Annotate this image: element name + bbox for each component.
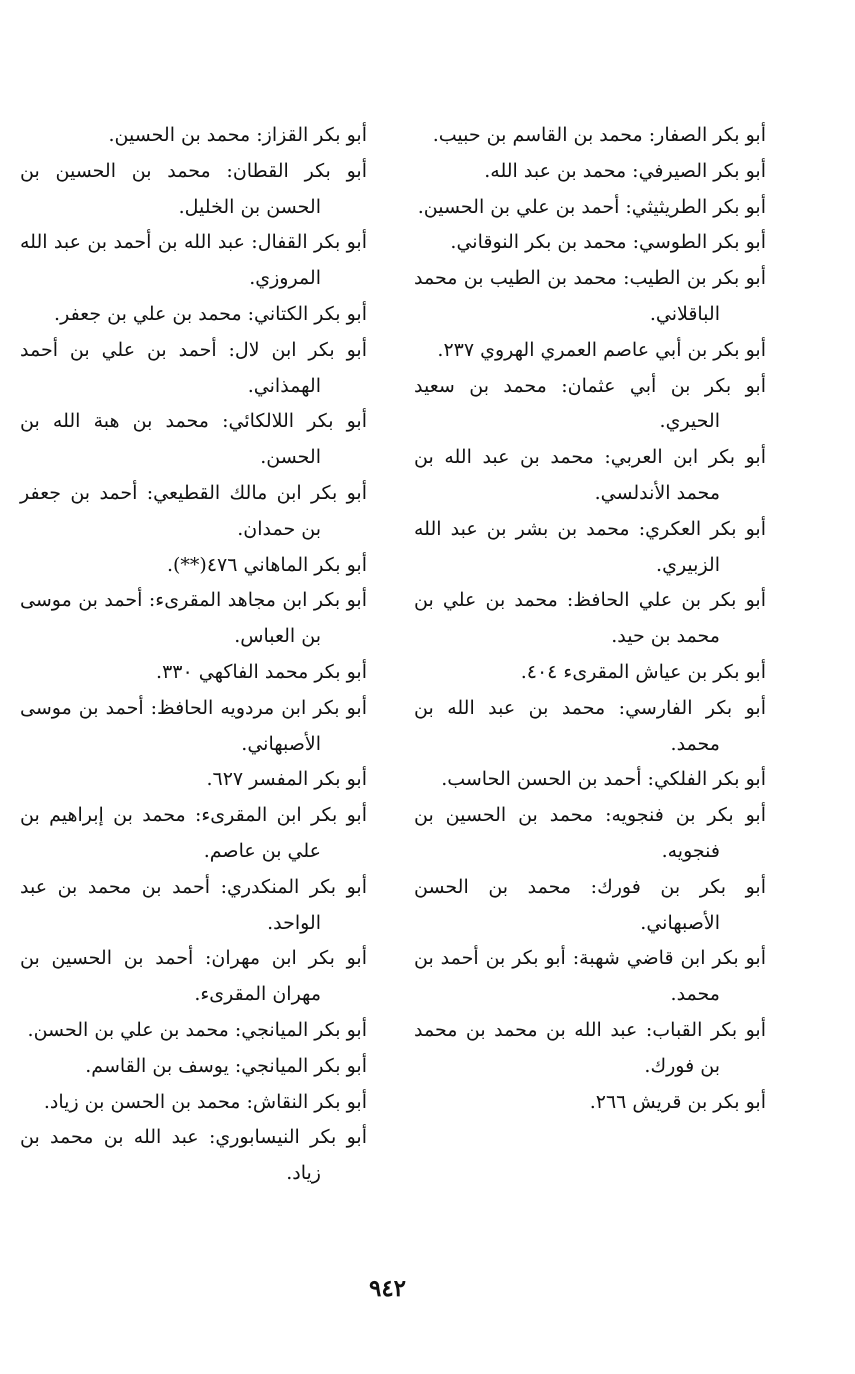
index-entry: أبو بكر المفسر ٦٢٧. — [206, 768, 367, 791]
index-entry: أبو بكر الطوسي: محمد بن بكر النوقاني. — [450, 231, 766, 254]
index-entry: أبو بكر الفارسي: محمد بن عبد الله بن محمد. — [414, 696, 766, 755]
page-number: ٩٤٢ — [368, 1275, 407, 1302]
index-entry: أبو بكر ابن المقرىء: محمد بن إبراهيم بن علي بن عاصم. — [20, 804, 367, 862]
index-entry: أبو بكر بن عياش المقرىء ٤٠٤. — [520, 660, 766, 683]
index-entry: أبو بكر بن علي الحافظ: محمد بن علي بن محمد بن حيد. — [414, 589, 766, 648]
index-entry: أبو بكر الطريثيثي: أحمد بن علي بن الحسين. — [417, 195, 766, 218]
index-entry: أبو بكر بن أبي عثمان: محمد بن سعيد الحيري. — [414, 374, 766, 433]
index-entry: أبو بكر القطان: محمد بن الحسين بن الحسن بن الخليل. — [20, 159, 367, 218]
index-entry: أبو بكر ابن لال: أحمد بن علي بن أحمد الهمذاني. — [20, 338, 367, 397]
index-entry: أبو بكر بن أبي عاصم العمري الهروي ٢٣٧. — [437, 338, 766, 361]
index-entry: أبو بكر ابن مردويه الحافظ: أحمد بن موسى الأصبهاني. — [20, 696, 367, 755]
index-entry: أبو بكر بن قريش ٢٦٦. — [589, 1090, 766, 1113]
index-entry: أبو بكر ابن العربي: محمد بن عبد الله بن محمد الأندلسي. — [414, 446, 766, 504]
index-entry: أبو بكر الصيرفي: محمد بن عبد الله. — [484, 159, 766, 182]
index-entry: أبو بكر ابن قاضي شهبة: أبو بكر بن أحمد بن محمد. — [414, 947, 766, 1006]
index-entry: أبو بكر ابن مجاهد المقرىء: أحمد بن موسى بن العباس. — [20, 589, 367, 648]
index-entry: أبو بكر الميانجي: محمد بن علي بن الحسن. — [27, 1018, 367, 1041]
index-entry: أبو بكر النيسابوري: عبد الله بن محمد بن زياد. — [20, 1126, 367, 1185]
index-entry: أبو بكر محمد الفاكهي ٣٣٠. — [156, 660, 367, 683]
index-column-right — [414, 118, 766, 1120]
index-entry: أبو بكر الكتاني: محمد بن علي بن جعفر. — [54, 302, 367, 325]
index-entry: أبو بكر الفلكي: أحمد بن الحسن الحاسب. — [441, 768, 766, 791]
index-entry: أبو بكر بن فورك: محمد بن الحسن الأصبهاني. — [414, 875, 766, 934]
index-entry: أبو بكر اللالكائي: محمد بن هبة الله بن الحسن. — [20, 410, 367, 469]
index-entry: أبو بكر القباب: عبد الله بن محمد بن محمد بن فورك. — [414, 1018, 766, 1077]
index-entry: أبو بكر العكري: محمد بن بشر بن عبد الله الزبيري. — [414, 517, 766, 576]
index-entry: أبو بكر القفال: عبد الله بن أحمد بن عبد الله المروزي. — [20, 231, 367, 290]
index-entry: أبو بكر الميانجي: يوسف بن القاسم. — [85, 1054, 367, 1077]
index-entry: أبو بكر القزاز: محمد بن الحسين. — [108, 124, 367, 146]
index-entry: أبو بكر الماهاني ٤٧٦(**). — [166, 553, 367, 576]
index-entry: أبو بكر النقاش: محمد بن الحسن بن زياد. — [43, 1090, 367, 1113]
index-entry: أبو بكر ابن مهران: أحمد بن الحسين بن مهران المقرىء. — [20, 947, 367, 1006]
index-entry: أبو بكر المنكدري: أحمد بن محمد بن عبد الواحد. — [20, 875, 367, 934]
index-entry: أبو بكر ابن مالك القطيعي: أحمد بن جعفر بن حمدان. — [20, 481, 367, 540]
index-entry: أبو بكر بن الطيب: محمد بن الطيب بن محمد الباقلاني. — [414, 267, 766, 325]
index-entry: أبو بكر الصفار: محمد بن القاسم بن حبيب. — [432, 124, 766, 146]
index-entry: أبو بكر بن فنجويه: محمد بن الحسين بن فنجويه. — [414, 804, 766, 862]
index-column-left — [20, 118, 367, 1192]
